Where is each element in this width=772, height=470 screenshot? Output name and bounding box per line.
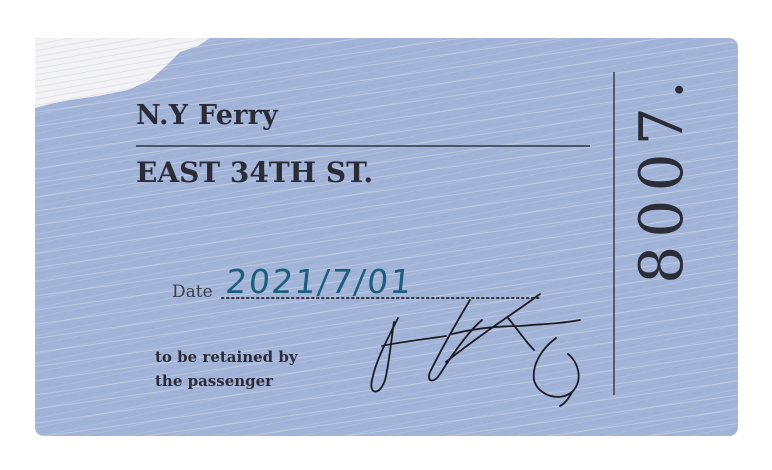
retention-note-line-1: to be retained by (155, 348, 298, 366)
ferry-line-title: N.Y Ferry (136, 100, 278, 131)
retention-note-line-2: the passenger (155, 372, 274, 390)
date-label: Date (172, 282, 213, 302)
station-name: EAST 34TH ST. (136, 156, 374, 189)
serial-number: 8007. (627, 72, 697, 284)
date-value: 2021/7/01 (223, 262, 416, 301)
